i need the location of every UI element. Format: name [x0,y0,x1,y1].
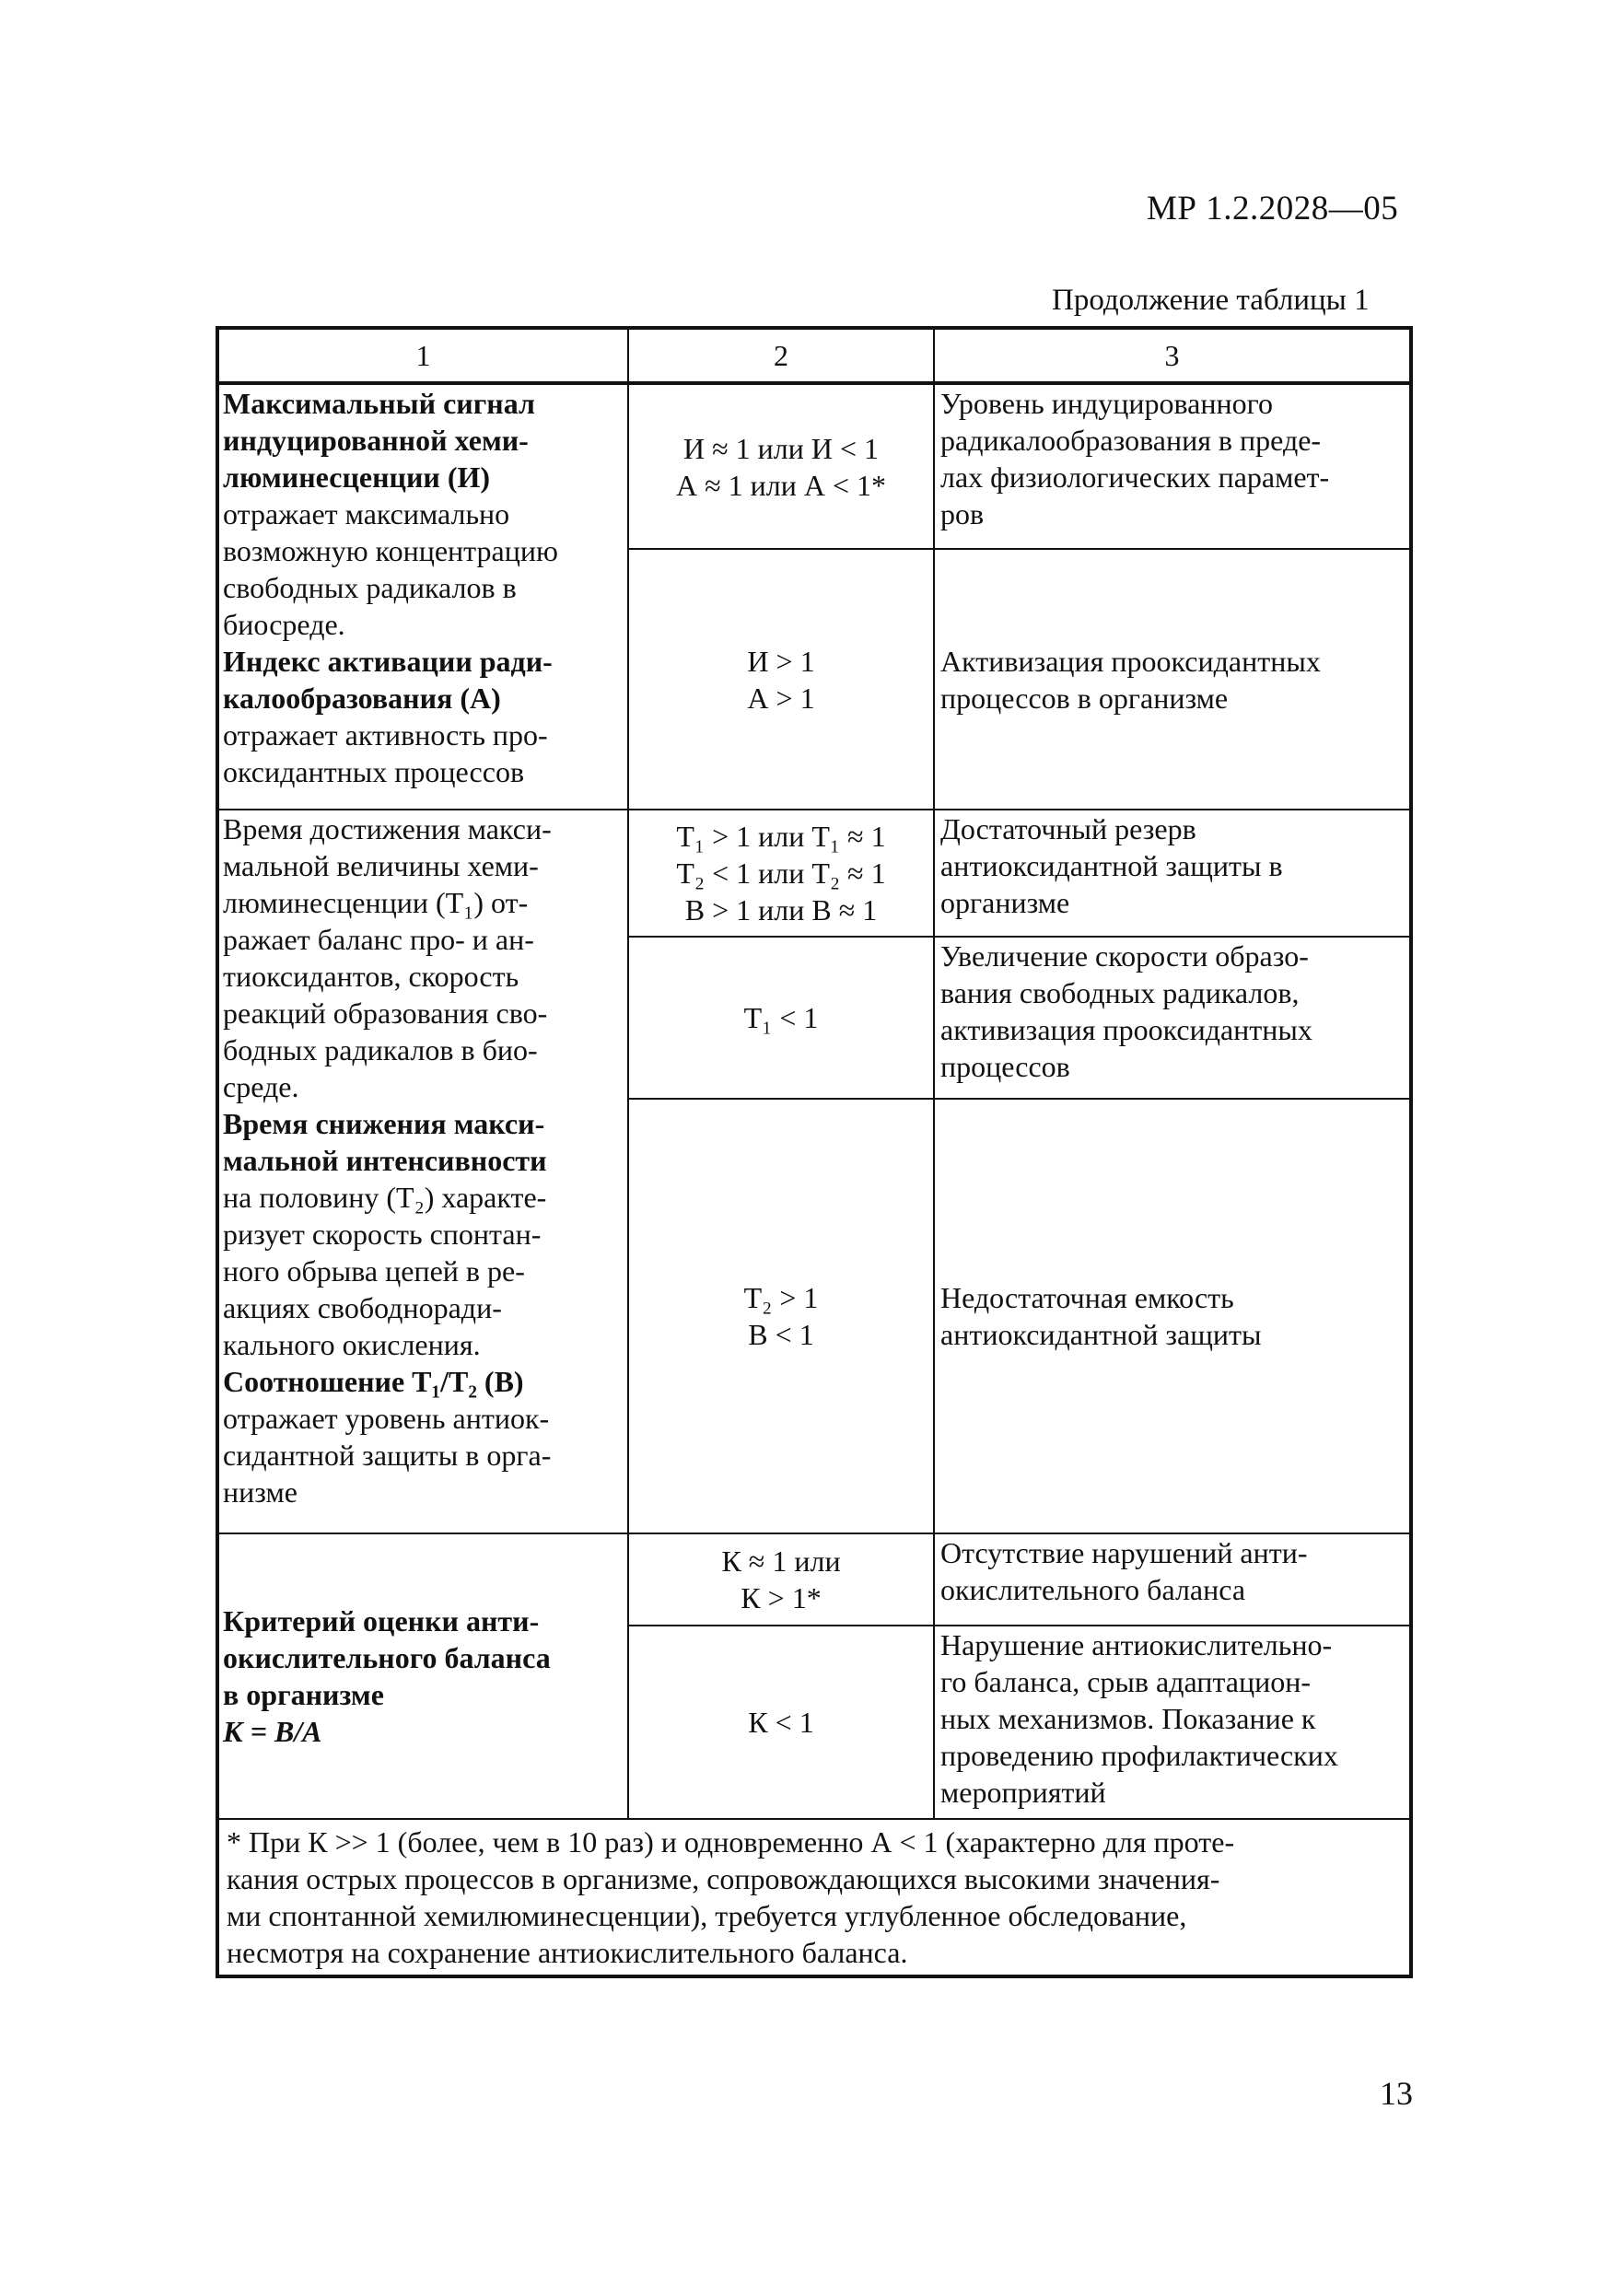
table-footnote-row [217,1819,1411,1976]
text-line: лах физиологических парамет- [940,460,1330,494]
condition-cell [628,1099,934,1533]
text-line: К > 1* [741,1581,822,1614]
text-line: Нарушение антиокислительно- [940,1628,1333,1661]
page-number: 13 [1380,2075,1413,2112]
interpretation-cell [934,1626,1411,1819]
text-line: А > 1 [747,681,815,715]
text-line: T₂ > 1 [743,1281,819,1314]
text-line: индуцированной хеми- [223,424,529,457]
footnote-line: * При К >> 1 (более, чем в 10 раз) и одновременно А < 1 (характерно для проте- [227,1825,1235,1859]
condition-cell [628,1533,934,1626]
text-line: среде. [223,1070,299,1103]
text-line: T₂ < 1 или T₂ ≈ 1 [676,857,886,890]
text-line: люминесценции (T₁) от- [223,886,529,919]
text-line: А ≈ 1 или А < 1* [675,468,887,502]
indicator-description [217,810,628,1533]
interpretation-cell [934,937,1411,1099]
interpretation-cell [934,810,1411,937]
text-line: кального окисления. [223,1328,481,1361]
text-line: Время достижения макси- [223,812,552,845]
interpretation-cell [934,383,1411,549]
text-line: В > 1 или В ≈ 1 [684,893,878,927]
text-line: Активизация прооксидантных [940,644,1321,678]
table-row [217,383,1411,549]
indicator-table [216,326,1413,1978]
text-line: окислительного баланса [940,1573,1246,1606]
text-line: бодных радикалов в био- [223,1033,538,1066]
text-line: мальной величины хеми- [223,849,539,882]
indicator-description [217,383,628,810]
footnote-line: кания острых процессов в организме, сопровождающихся высокими значения- [227,1862,1220,1895]
table-row [217,1533,1411,1626]
text-line: антиоксидантной защиты [940,1318,1262,1351]
text-line: ных механизмов. Показание к [940,1702,1316,1735]
column-header-1: 1 [217,328,628,383]
column-header-3: 3 [934,328,1411,383]
condition-cell [628,383,934,549]
text-line: процессов [940,1050,1070,1083]
text-line: акциях свободноради- [223,1291,502,1324]
text-line: отражает уровень антиок- [223,1402,550,1435]
text-line: свободных радикалов в [223,571,517,604]
text-line: И > 1 [747,644,815,678]
table-row [217,810,1411,937]
text-line: радикалообразования в преде- [940,424,1322,457]
text-line: T₁ > 1 или T₁ ≈ 1 [676,820,886,853]
text-line: проведению профилактических [940,1739,1338,1772]
text-line: Время снижения макси- [223,1107,545,1140]
text-line: окислительного баланса [223,1641,551,1674]
text-line: Максимальный сигнал [223,387,535,420]
text-line: вания свободных радикалов, [940,976,1300,1009]
text-line: мероприятий [940,1776,1106,1809]
text-line: ров [940,497,985,530]
text-line: Индекс активации ради- [223,645,553,678]
text-line: отражает активность про- [223,718,548,752]
text-line: реакций образования сво- [223,996,548,1030]
interpretation-cell [934,1099,1411,1533]
text-line: Соотношение T₁/T₂ (В) [223,1365,524,1398]
condition-cell [628,549,934,810]
column-header-2: 2 [628,328,934,383]
text-line: люминесценции (И) [223,460,491,494]
text-line: активизация прооксидантных [940,1013,1312,1046]
text-line: ного обрыва цепей в ре- [223,1254,525,1288]
condition-cell [628,810,934,937]
text-line: мальной интенсивности [223,1144,547,1177]
text-line: К = В/А [223,1715,322,1748]
text-line: И ≈ 1 или И < 1 [682,431,880,465]
footnote-cell [217,1819,1411,1976]
text-line: ражает баланс про- и ан- [223,923,534,956]
text-line: В < 1 [748,1318,814,1351]
text-line: Уровень индуцированного [940,387,1273,420]
text-line: Достаточный резерв [940,812,1196,845]
text-line: Отсутствие нарушений анти- [940,1536,1308,1569]
text-line: Увеличение скорости образо- [940,939,1309,973]
text-line: калообразования (А) [223,682,501,715]
text-line: К < 1 [748,1706,814,1739]
text-line: низме [223,1475,297,1509]
text-line: сидантной защиты в орга- [223,1439,552,1472]
condition-cell [628,937,934,1099]
text-line: антиоксидантной защиты в [940,849,1283,882]
text-line: процессов в организме [940,681,1229,715]
text-line: на половину (T₂) характе- [223,1181,547,1214]
text-line: в организме [223,1678,384,1711]
text-line: отражает максимально [223,497,510,530]
footnote-line: ми спонтанной хемилюминесценции), требуется углубленное обследование, [227,1899,1187,1932]
text-line: биосреде. [223,608,345,641]
interpretation-cell [934,1533,1411,1626]
text-line: оксидантных процессов [223,755,525,788]
text-line: К ≈ 1 или [721,1544,841,1578]
text-line: го баланса, срыв адаптацион- [940,1665,1311,1698]
text-line: возможную концентрацию [223,534,558,567]
text-line: ризует скорость спонтан- [223,1218,542,1251]
text-line: Недостаточная емкость [940,1281,1234,1314]
table-continuation-label: Продолжение таблицы 1 [1052,284,1370,317]
condition-cell [628,1626,934,1819]
text-line: тиоксидантов, скорость [223,960,519,993]
text-line: организме [940,886,1070,919]
text-line: Критерий оценки анти- [223,1604,540,1638]
footnote-line: несмотря на сохранение антиокислительного баланса. [227,1936,908,1969]
text-line: T₁ < 1 [743,1001,819,1034]
interpretation-cell [934,549,1411,810]
indicator-description [217,1533,628,1819]
document-code: МР 1.2.2028—05 [1147,190,1399,227]
table-header-row [217,328,1411,383]
